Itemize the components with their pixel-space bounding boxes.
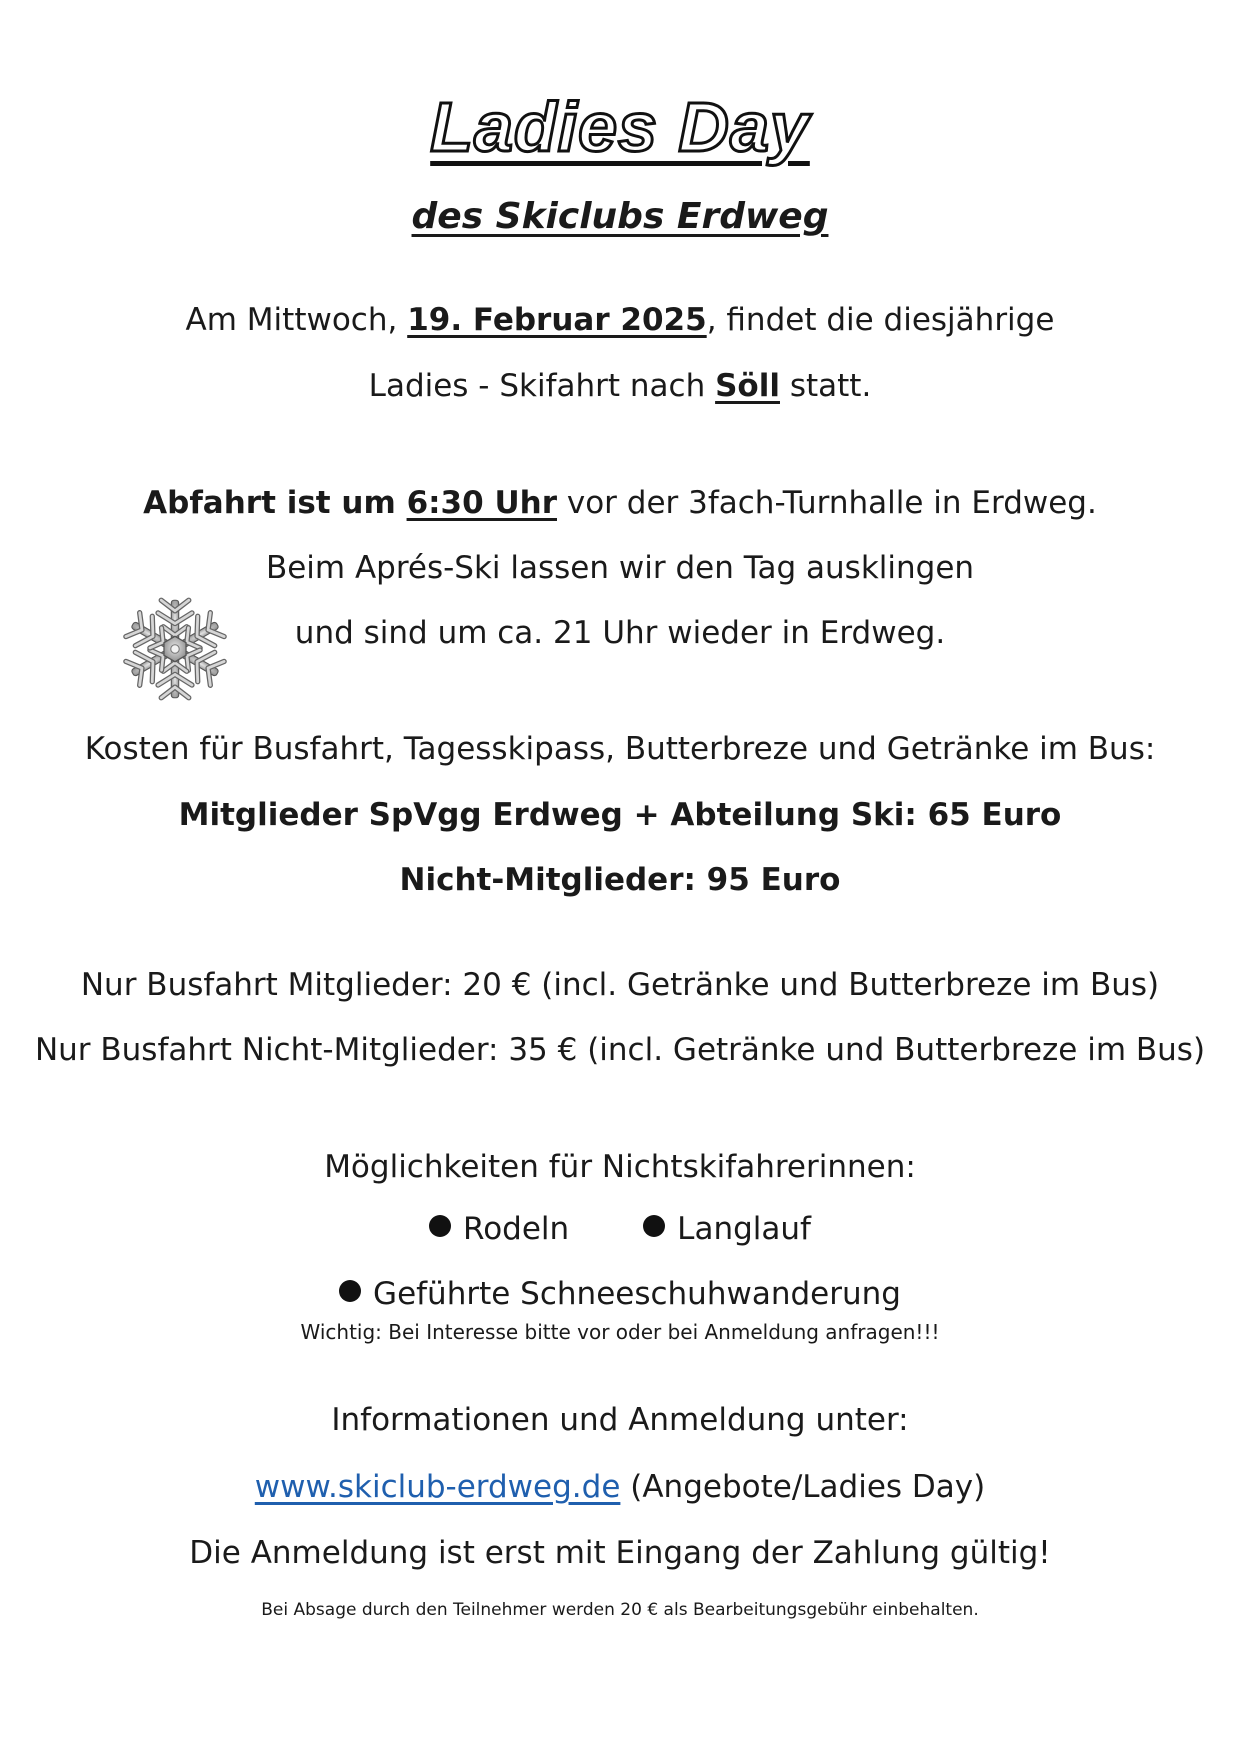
- cancellation-note: Bei Absage durch den Teilnehmer werden 20 € als Bearbeitungsgebühr einbehalten.: [261, 1600, 979, 1620]
- options-note: Wichtig: Bei Interesse bitte vor oder bei Anmeldung anfragen!!!: [300, 1320, 940, 1344]
- bullet-icon: [429, 1215, 451, 1237]
- intro-line-1: [0, 298, 1240, 342]
- website-link[interactable]: www.skiclub-erdweg.de: [254, 1469, 621, 1505]
- price-non-members: Nicht-Mitglieder: 95 Euro: [399, 862, 841, 898]
- payment-note: Die Anmeldung ist erst mit Eingang der Zahlung gültig!: [189, 1535, 1051, 1571]
- bullet-icon: [339, 1280, 361, 1302]
- link-suffix: (Angebote/Ladies Day): [620, 1469, 986, 1505]
- bus-price-members: Nur Busfahrt Mitglieder: 20 € (incl. Getränke und Butterbreze im Bus): [80, 967, 1160, 1003]
- costs-heading: Kosten für Busfahrt, Tagesskipass, Butterbreze und Getränke im Bus:: [84, 731, 1156, 767]
- apres-ski-line: Beim Aprés-Ski lassen wir den Tag ausklingen: [265, 550, 975, 586]
- bullet-icon: [643, 1215, 665, 1237]
- price-members: Mitglieder SpVgg Erdweg + Abteilung Ski: 65 Euro: [178, 797, 1062, 833]
- departure-label: Abfahrt ist um: [143, 485, 407, 521]
- info-link-line: [0, 1465, 1240, 1509]
- departure-place: vor der 3fach-Turnhalle in Erdweg.: [557, 485, 1097, 521]
- bus-price-non-members: Nur Busfahrt Nicht-Mitglieder: 35 € (incl. Getränke und Butterbreze im Bus): [34, 1032, 1206, 1068]
- info-heading: Informationen und Anmeldung unter:: [331, 1402, 909, 1438]
- subtitle-text: des Skiclubs Erdweg: [411, 196, 829, 237]
- return-line: und sind um ca. 21 Uhr wieder in Erdweg.: [294, 615, 946, 651]
- options-heading: Möglichkeiten für Nichtskifahrerinnen:: [324, 1149, 916, 1185]
- intro-pre: Am Mittwoch,: [185, 302, 408, 338]
- intro-post: , findet die diesjährige: [706, 302, 1055, 338]
- intro-l2-pre: Ladies - Skifahrt nach: [368, 368, 716, 404]
- departure-time: 6:30 Uhr: [406, 485, 557, 521]
- title-text: Ladies Day: [430, 88, 810, 166]
- options-row-1: [0, 1207, 1240, 1251]
- option-label: Rodeln: [463, 1211, 570, 1247]
- list-item: [339, 1272, 901, 1316]
- event-place: Söll: [715, 368, 780, 404]
- list-item: [643, 1207, 811, 1251]
- option-label: Geführte Schneeschuhwanderung: [373, 1276, 901, 1312]
- page-title: [0, 82, 1240, 172]
- intro-line-2: [0, 364, 1240, 408]
- event-date: 19. Februar 2025: [407, 302, 707, 338]
- intro-l2-post: statt.: [779, 368, 872, 404]
- options-row-2: [0, 1272, 1240, 1316]
- departure-line: [0, 481, 1240, 525]
- page-subtitle: [0, 192, 1240, 242]
- option-label: Langlauf: [677, 1211, 811, 1247]
- list-item: [429, 1207, 569, 1251]
